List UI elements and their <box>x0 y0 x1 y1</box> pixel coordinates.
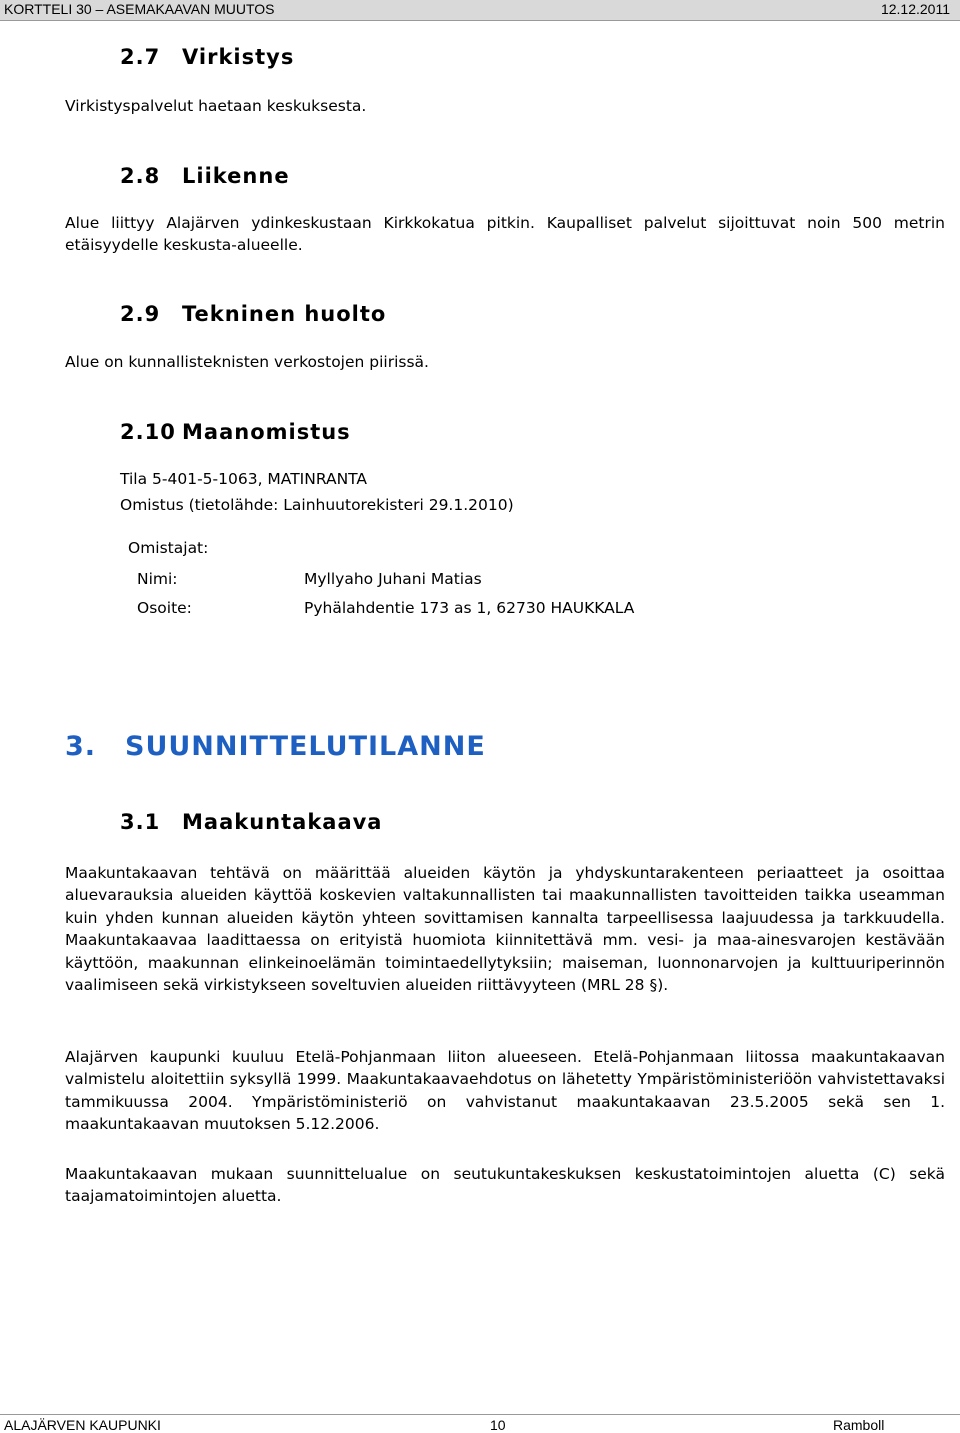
heading-2-7 <box>120 45 294 69</box>
paragraph-3-1-c: Maakuntakaavan mukaan suunnittelualue on seutukuntakeskuksen keskustatoimintojen aluetta (C) sekä taajamatoimintojen aluetta. <box>65 1165 945 1206</box>
heading-2-10 <box>120 420 351 444</box>
footer-company: Ramboll <box>833 1417 885 1433</box>
heading-number: 3. <box>65 731 97 762</box>
heading-number: 3.1 <box>120 810 161 834</box>
heading-2-8 <box>120 164 290 188</box>
address-value: Pyhälahdentie 173 as 1, 62730 HAUKKALA <box>304 599 635 617</box>
heading-3-1 <box>120 810 382 834</box>
footer-organization: ALAJÄRVEN KAUPUNKI <box>4 1417 161 1433</box>
heading-title: Maakuntakaava <box>182 810 383 834</box>
ownership-source-line: Omistus (tietolähde: Lainhuutorekisteri 29.1.2010) <box>120 496 514 514</box>
page-footer <box>0 1414 960 1433</box>
page-number: 10 <box>490 1417 506 1433</box>
name-value: Myllyaho Juhani Matias <box>304 570 482 588</box>
heading-number: 2.9 <box>120 302 161 326</box>
heading-title: Tekninen huolto <box>182 302 387 326</box>
heading-title: SUUNNITTELUTILANNE <box>125 731 486 762</box>
heading-number: 2.8 <box>120 164 161 188</box>
paragraph-2-8: Alue liittyy Alajärven ydinkeskustaan Kirkkokatua pitkin. Kaupalliset palvelut sijoittuvat noin 500 metrin etäisyydelle keskusta-alueelle. <box>65 214 945 255</box>
header-title: KORTTELI 30 – ASEMAKAAVAN MUUTOS <box>4 1 275 17</box>
owners-label: Omistajat: <box>128 539 209 557</box>
heading-2-9 <box>120 302 386 326</box>
paragraph-2-9: Alue on kunnallisteknisten verkostojen piirissä. <box>65 353 429 371</box>
heading-3 <box>65 731 486 762</box>
paragraph-3-1-b: Alajärven kaupunki kuuluu Etelä-Pohjanmaan liiton alueeseen. Etelä-Pohjanmaan liitossa maakuntakaavan valmistelu aloitettiin syksyllä 1999. Maakuntakaavaehdotus on lähetetty Ympäristöministeriöön vahvistettavaksi tammikuussa 2004. Ympäristöministeriö on vahvistanut maakuntakaavan 23.5.2005 sekä sen 1. maakuntakaavan muutoksen 5.12.2006. <box>65 1048 945 1134</box>
name-label: Nimi: <box>137 570 178 588</box>
heading-title: Virkistys <box>182 45 295 69</box>
heading-title: Liikenne <box>182 164 290 188</box>
heading-number: 2.10 <box>120 420 176 444</box>
address-label: Osoite: <box>137 599 192 617</box>
paragraph-2-7: Virkistyspalvelut haetaan keskuksesta. <box>65 97 367 115</box>
property-line: Tila 5-401-5-1063, MATINRANTA <box>120 470 368 488</box>
heading-title: Maanomistus <box>182 420 351 444</box>
paragraph-3-1-a: Maakuntakaavan tehtävä on määrittää alueiden käytön ja yhdyskuntarakenteen periaatteet ja osoittaa aluevarauksia alueiden käyttöä koskevien valtakunnallisten tai maakunnallisten tavoitteiden taikka useamman kuin yhden kunnan alueiden käytön yhteen sovittamisen kannalta tarpeellisessa laajuudessa ja tarkkuudella. Maakuntakaavaa laadittaessa on erityistä huomiota kiinnitettävä mm. vesi- ja maa-ainesvarojen kestävään käyttöön, maakunnan elinkeinoelämän toimintaedellytyksiin; maiseman, luonnonarvojen ja kulttuuriperinnön vaalimiseen sekä virkistykseen soveltuvien alueiden riittävyyteen (MRL 28 §). <box>65 864 945 995</box>
page-header <box>0 0 960 21</box>
header-date: 12.12.2011 <box>880 1 950 17</box>
heading-number: 2.7 <box>120 45 161 69</box>
